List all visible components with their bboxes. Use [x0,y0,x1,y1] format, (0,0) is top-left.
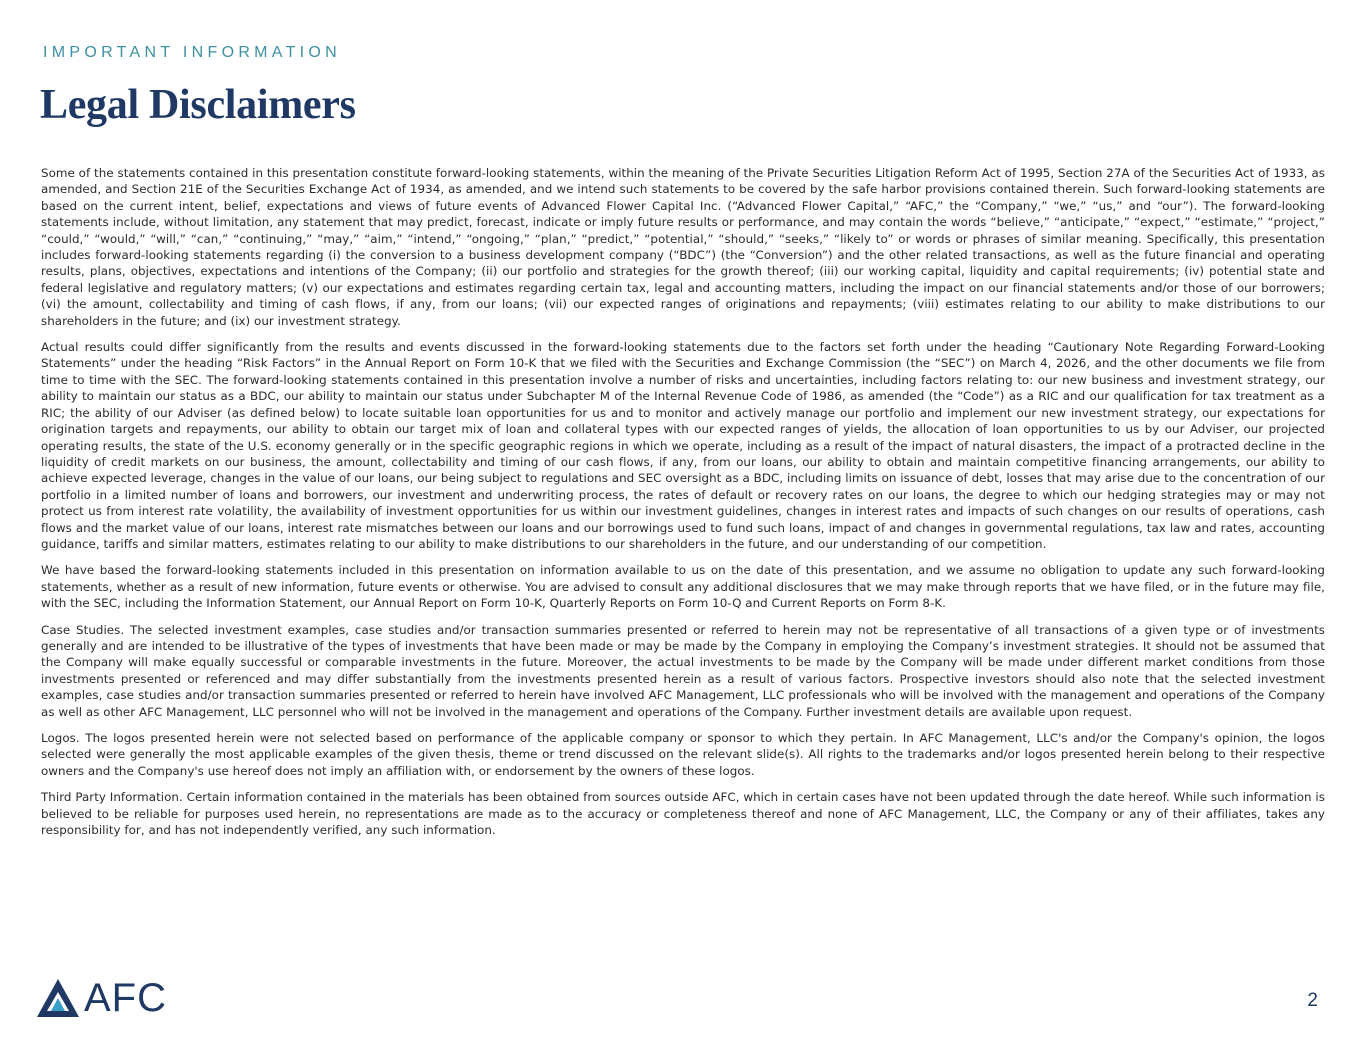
disclaimer-body [41,165,1325,848]
page-number: 2 [1307,990,1318,1011]
paragraph-case-studies: Case Studies. The selected investment examples, case studies and/or transaction summaries presented or referred to herein may not be representative of all transactions of a given type or of investments generally and are intended to be illustrative of the types of investments that have been made or may be made by the Company in employing the Company’s investment strategies. It should not be assumed that the Company will make equally successful or comparable investments in the future. Moreover, the actual investments to be made by the Company will be made under different market conditions from those investments presented or referenced and may differ substantially from the investments presented herein as a result of various factors. Prospective investors should also note that the selected investment examples, case studies and/or transaction summaries presented or referred to herein have involved AFC Management, LLC professionals who will be involved with the management and operations of the Company as well as other AFC Management, LLC personnel who will not be involved in the management and operations of the Company. Further investment details are available upon request. [41,622,1325,719]
section-eyebrow: IMPORTANT INFORMATION [43,44,342,61]
afc-logo-mark-icon [36,978,80,1018]
page-title: Legal Disclaimers [40,82,356,128]
paragraph-forward-looking: Some of the statements contained in this presentation constitute forward-looking statements, within the meaning of the Private Securities Litigation Reform Act of 1995, Section 27A of the Securities Act of 1933, as amended, and Section 21E of the Securities Exchange Act of 1934, as amended, and we intend such statements to be covered by the safe harbor provisions contained therein. Such forward-looking statements are based on the current intent, belief, expectations and views of future events of Advanced Flower Capital Inc. (“Advanced Flower Capital,” “AFC,” the “Company,” “we,” “us,” and “our”). The forward-looking statements include, without limitation, any statement that may predict, forecast, indicate or imply future results or performance, and may contain the words “believe,” “anticipate,” “expect,” “estimate,” “project,” “could,” “would,” “will,” “can,” “continuing,” “may,” “aim,” “intend,” “ongoing,” “plan,” “predict,” “potential,” “should,” “seeks,” “likely to” or words or phrases of similar meaning. Specifically, this presentation includes forward-looking statements regarding (i) the conversion to a business development company (“BDC”) (the “Conversion”) and the other related transactions, as well as the future financial and operating results, plans, objectives, expectations and intentions of the Company; (ii) our portfolio and strategies for the growth thereof; (iii) our working capital, liquidity and capital requirements; (iv) potential state and federal legislative and regulatory matters; (v) our expectations and estimates regarding certain tax, legal and accounting matters, including the impact on our financial statements and/or those of our borrowers; (vi) the amount, collectability and timing of cash flows, if any, from our loans; (vii) our expected ranges of originations and repayments; (viii) estimates relating to our ability to make distributions to our shareholders in the future; and (ix) our investment strategy. [41,166,1325,328]
afc-logo-text: AFC [84,976,167,1020]
paragraph-third-party: Third Party Information. Certain information contained in the materials has been obtained from sources outside AFC, which in certain cases have not been updated through the date hereof. While such information is believed to be reliable for purposes used herein, no representations are made as to the accuracy or completeness thereof and none of AFC Management, LLC, the Company or any of their affiliates, takes any responsibility for, and has not independently verified, any such information. [41,790,1325,838]
paragraph-actual-results: Actual results could differ significantly from the results and events discussed in the forward-looking statements due to the factors set forth under the heading “Cautionary Note Regarding Forward-Looking Statements” under the heading “Risk Factors” in the Annual Report on Form 10-K that we filed with the Securities and Exchange Commission (the “SEC”) on March 4, 2026, and the other documents we file from time to time with the SEC. The forward-looking statements contained in this presentation involve a number of risks and uncertainties, including factors relating to: our new business and investment strategy, our ability to maintain our status as a BDC, our ability to maintain our status under Subchapter M of the Internal Revenue Code of 1986, as amended (the “Code”) as a RIC and our qualification for tax treatment as a RIC; the ability of our Adviser (as defined below) to locate suitable loan opportunities for us and to monitor and actively manage our portfolio and implement our new investment strategy, our expectations for origination targets and repayments, our ability to obtain our target mix of loan and collateral types with our expected ranges of yields, the allocation of loan opportunities to us by our Adviser, our projected operating results, the state of the U.S. economy generally or in the specific geographic regions in which we operate, including as a result of the impact of natural disasters, the impact of a protracted decline in the liquidity of credit markets on our business, the amount, collectability and timing of our cash flows, if any, from our loans, our ability to obtain and maintain competitive financing arrangements, our ability to achieve expected leverage, changes in the value of our loans, our being subject to regulations and SEC oversight as a BDC, including limits on issuance of debt, losses that may arise due to the concentration of our portfolio in a limited number of loans and borrowers, our investment and underwriting process, the rates of default or recovery rates on our loans, the degree to which our hedging strategies may or may not protect us from interest rate volatility, the availability of investment opportunities for us within our investment guidelines, changes in interest rates and impacts of such changes on our results of operations, cash flows and the market value of our loans, interest rate mismatches between our loans and our borrowings used to fund such loans, impact of and changes in governmental regulations, tax law and rates, accounting guidance, tariffs and similar matters, estimates relating to our ability to make distributions to our shareholders in the future, and our understanding of our competition. [41,340,1325,551]
afc-logo [36,977,167,1019]
paragraph-logos: Logos. The logos presented herein were not selected based on performance of the applicable company or sponsor to which they pertain. In AFC Management, LLC's and/or the Company's opinion, the logos selected were generally the most applicable examples of the given thesis, theme or trend discussed on the relevant slide(s). All rights to the trademarks and/or logos presented herein belong to their respective owners and the Company's use hereof does not imply an affiliation with, or endorsement by the owners of these logos. [41,731,1325,778]
paragraph-no-obligation: We have based the forward-looking statements included in this presentation on information available to us on the date of this presentation, and we assume no obligation to update any such forward-looking statements, whether as a result of new information, future events or otherwise. You are advised to consult any additional disclosures that we may make through reports that we have filed, or in the future may file, with the SEC, including the Information Statement, our Annual Report on Form 10-K, Quarterly Reports on Form 10-Q and Current Reports on Form 8-K. [41,563,1325,611]
